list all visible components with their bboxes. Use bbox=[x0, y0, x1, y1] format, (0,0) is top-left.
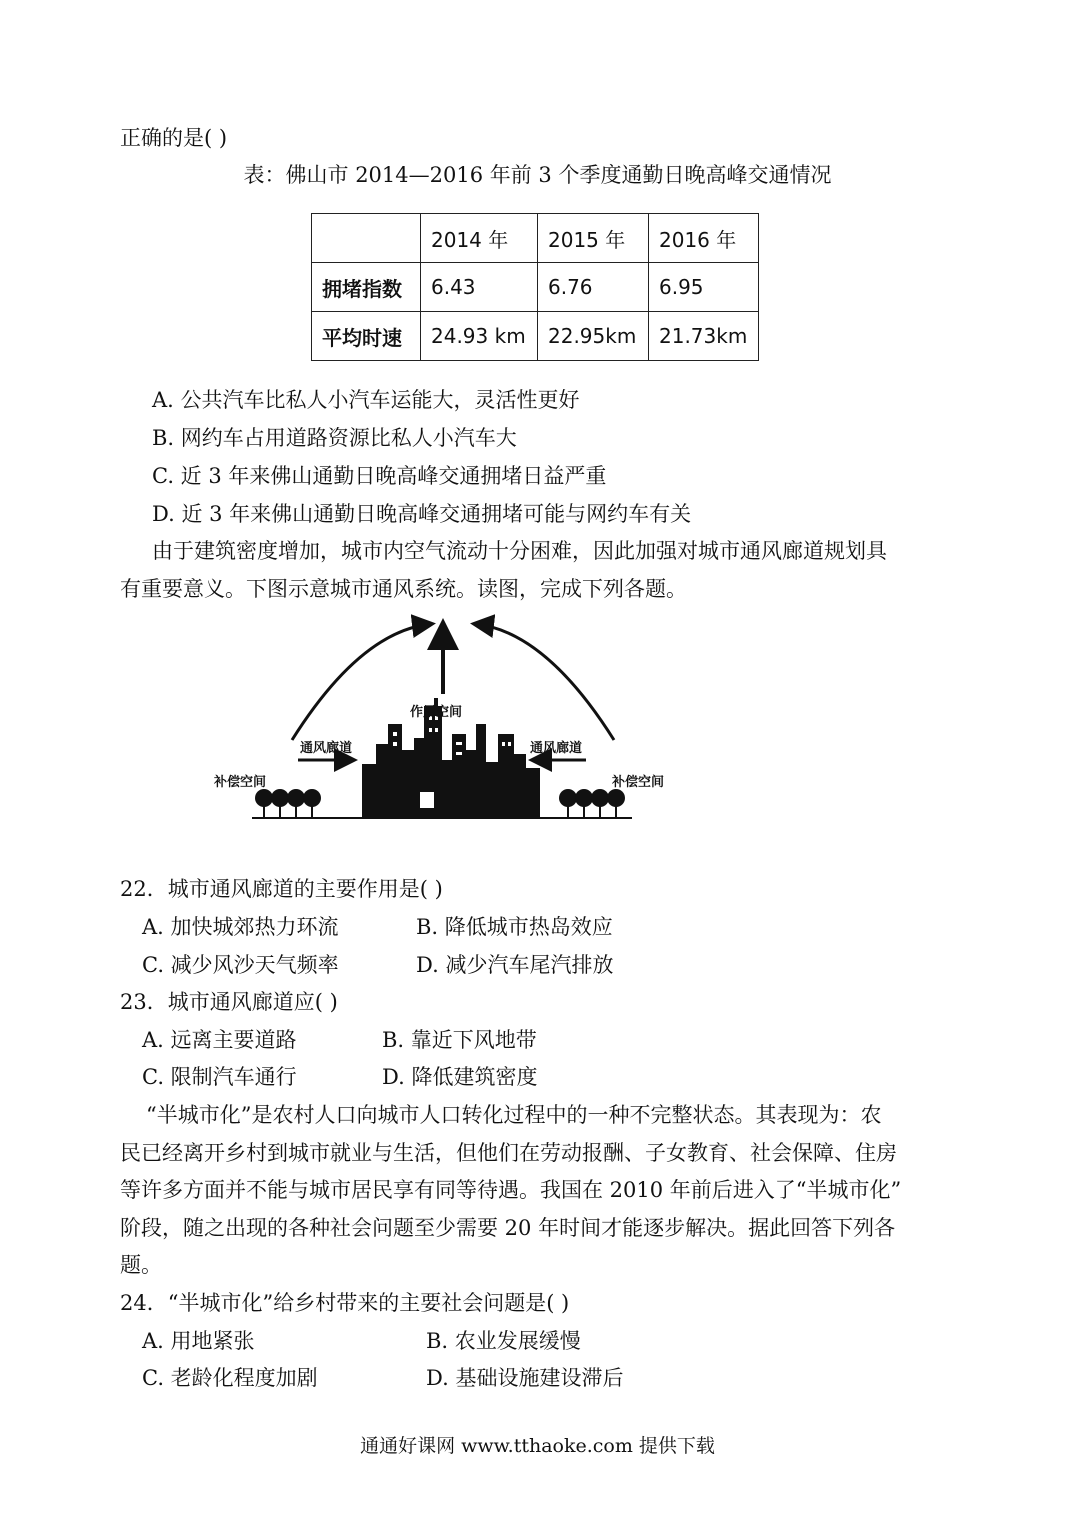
q21-option-a: A. 公共汽车比私人小汽车运能大，灵活性更好 bbox=[152, 388, 580, 412]
q22-option-a: A. 加快城郊热力环流 bbox=[142, 915, 339, 939]
label-compensation-left: 补偿空间 bbox=[214, 775, 267, 790]
q22-option-d: D. 减少汽车尾汽排放 bbox=[416, 953, 614, 977]
q24-option-a: A. 用地紧张 bbox=[142, 1329, 255, 1353]
passage2-line2: 民已经离开乡村到城市就业与生活，但他们在劳动报酬、子女教育、社会保障、住房 bbox=[120, 1141, 897, 1165]
q23-stem: 23．城市通风廊道应( ) bbox=[120, 990, 338, 1014]
q22-option-b: B. 降低城市热岛效应 bbox=[416, 915, 613, 939]
left-airflow-arc bbox=[292, 624, 430, 740]
passage1-line1: 由于建筑密度增加，城市内空气流动十分困难，因此加强对城市通风廊道规划具 bbox=[152, 539, 887, 563]
table-cell: 6.43 bbox=[421, 263, 538, 312]
q24-option-b: B. 农业发展缓慢 bbox=[426, 1329, 581, 1353]
q23-option-a: A. 远离主要道路 bbox=[142, 1028, 297, 1052]
right-airflow-arc bbox=[476, 624, 614, 740]
table-caption: 表：佛山市 2014—2016 年前 3 个季度通勤日晚高峰交通情况 bbox=[243, 163, 832, 187]
table-cell: 6.76 bbox=[538, 263, 649, 312]
q22-option-c: C. 减少风沙天气频率 bbox=[142, 953, 339, 977]
table-cell: 21.73km bbox=[649, 312, 759, 361]
label-compensation-right: 补偿空间 bbox=[612, 775, 665, 790]
q21-stem-tail: 正确的是( ) bbox=[120, 126, 228, 150]
table-cell: 24.93 km bbox=[421, 312, 538, 361]
passage1-line2: 有重要意义。下图示意城市通风系统。读图，完成下列各题。 bbox=[120, 577, 687, 601]
table-header-cell: 2015 年 bbox=[538, 214, 649, 263]
table-header-row bbox=[312, 214, 759, 263]
label-corridor-right: 通风廊道 bbox=[530, 741, 583, 756]
ventilation-diagram bbox=[210, 612, 680, 826]
q21-option-d: D. 近 3 年来佛山通勤日晚高峰交通拥堵可能与网约车有关 bbox=[152, 502, 692, 526]
q21-option-b: B. 网约车占用道路资源比私人小汽车大 bbox=[152, 426, 517, 450]
traffic-table bbox=[311, 213, 759, 361]
table-header-cell: 2014 年 bbox=[421, 214, 538, 263]
passage2-line3: 等许多方面并不能与城市居民享有同等待遇。我国在 2010 年前后进入了“半城市化” bbox=[120, 1178, 902, 1202]
table-header-cell bbox=[312, 214, 421, 263]
q22-stem: 22．城市通风廊道的主要作用是( ) bbox=[120, 877, 443, 901]
q23-option-c: C. 限制汽车通行 bbox=[142, 1065, 297, 1089]
q24-option-c: C. 老龄化程度加剧 bbox=[142, 1366, 318, 1390]
passage2-line4: 阶段，随之出现的各种社会问题至少需要 20 年时间才能逐步解决。据此回答下列各 bbox=[120, 1216, 896, 1240]
table-cell: 22.95km bbox=[538, 312, 649, 361]
table-cell: 6.95 bbox=[649, 263, 759, 312]
q23-option-d: D. 降低建筑密度 bbox=[382, 1065, 538, 1089]
q21-option-c: C. 近 3 年来佛山通勤日晚高峰交通拥堵日益严重 bbox=[152, 464, 607, 488]
table-header-cell: 2016 年 bbox=[649, 214, 759, 263]
q24-stem: 24．“半城市化”给乡村带来的主要社会问题是( ) bbox=[120, 1291, 570, 1315]
page-footer: 通通好课网 www.tthaoke.com 提供下载 bbox=[360, 1435, 715, 1457]
table-row bbox=[312, 263, 759, 312]
left-trees bbox=[255, 789, 321, 818]
label-corridor-left: 通风廊道 bbox=[300, 741, 353, 756]
q23-option-b: B. 靠近下风地带 bbox=[382, 1028, 537, 1052]
passage2-line1: “半城市化”是农村人口向城市人口转化过程中的一种不完整状态。其表现为：农 bbox=[146, 1103, 882, 1127]
label-action-space: 作用空间 bbox=[410, 705, 463, 720]
q24-option-d: D. 基础设施建设滞后 bbox=[426, 1366, 624, 1390]
passage2-line5: 题。 bbox=[120, 1253, 162, 1277]
table-cell: 平均时速 bbox=[312, 312, 421, 361]
table-row bbox=[312, 312, 759, 361]
right-trees bbox=[559, 789, 625, 818]
table-cell: 拥堵指数 bbox=[312, 263, 421, 312]
